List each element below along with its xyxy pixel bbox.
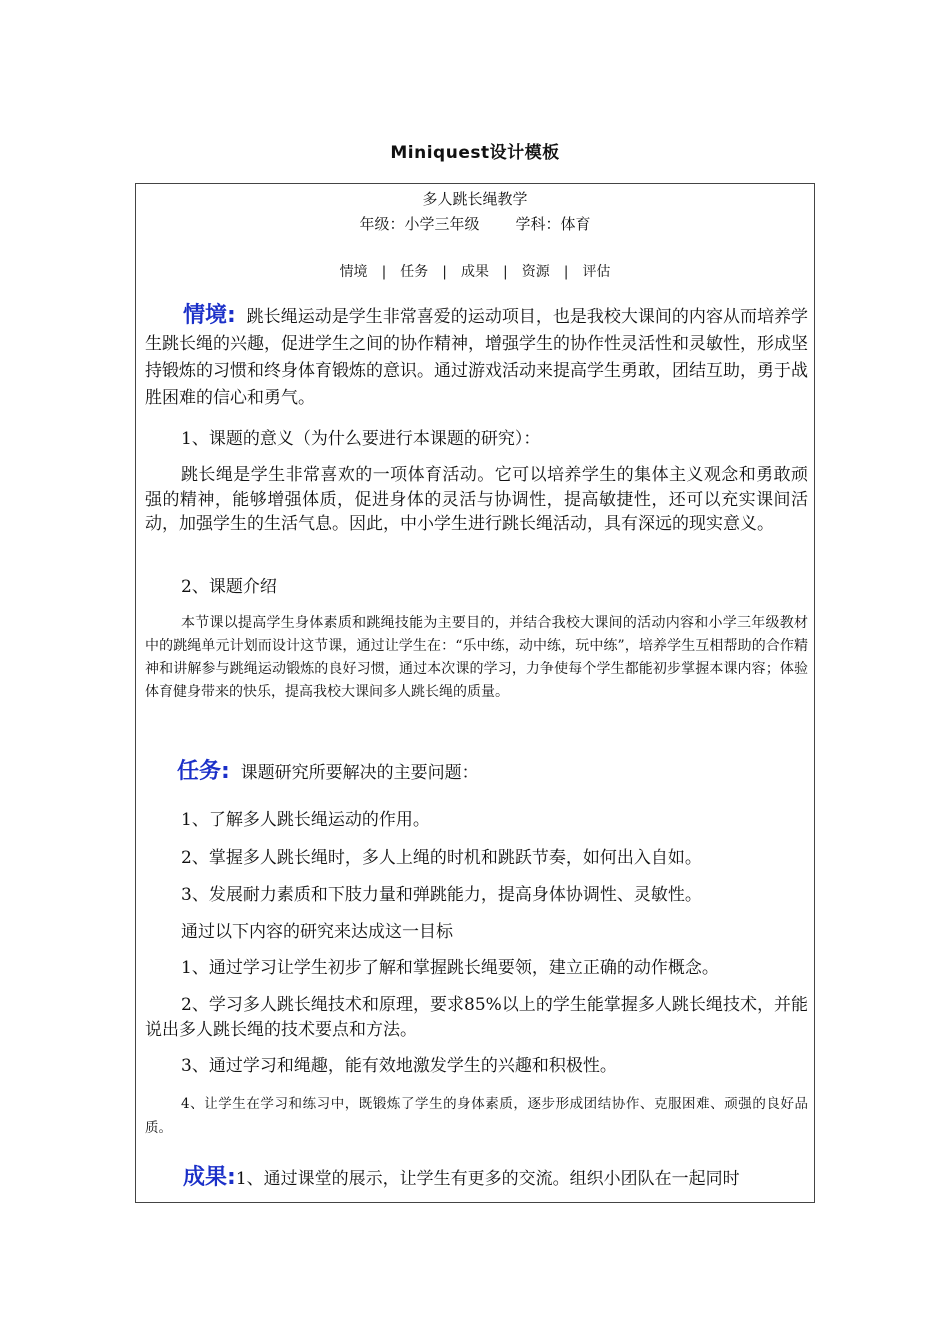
situation-heading: 情境: [183, 303, 236, 328]
nav-separator: | [381, 264, 387, 280]
task-goal-1: 1、通过学习让学生初步了解和掌握跳长绳要领，建立正确的动作概念。 [181, 958, 719, 978]
lesson-title: 多人跳长绳教学 [422, 190, 528, 208]
task-problem-2: 2、掌握多人跳长绳时，多人上绳的时机和跳跃节奏，如何出入自如。 [181, 848, 702, 868]
nav-separator: | [442, 264, 447, 280]
nav-resource-link[interactable]: 资源 [521, 264, 550, 280]
task-problem-3: 3、发展耐力素质和下肢力量和弹跳能力，提高身体协调性、灵敏性。 [181, 885, 702, 905]
outcome-section [145, 1166, 808, 1192]
situation-section [145, 302, 808, 412]
situation-point1-body: 跳长绳是学生非常喜欢的一项体育活动。它可以培养学生的集体主义观念和勇敢顽强的精神，能够增强体质，促进身体的灵活与协调性，提高敏捷性，还可以充实课间活动，加强学生的生活气息。因此，中小学生进行跳长绳活动，具有深远的现实意义。 [145, 465, 808, 534]
nav-evaluation-link[interactable]: 评估 [582, 264, 611, 280]
situation-point2-title: 2、课题介绍 [181, 577, 277, 597]
outcome-body: 1、通过课堂的展示，让学生有更多的交流。组织小团队在一起同时 [235, 1169, 740, 1189]
grade-label: 年级：小学三年级 [359, 215, 480, 233]
nav-outcome-link[interactable]: 成果 [461, 264, 489, 280]
nav-separator: | [563, 264, 569, 280]
task-goal-4: 4、让学生在学习和练习中，既锻炼了学生的身体素质，逐步形成团结协作、克服困难、顽强的良好品质。 [145, 1096, 808, 1136]
task-problem-1: 1、了解多人跳长绳运动的作用。 [181, 810, 430, 830]
task-goal-3: 3、通过学习和绳趣，能有效地激发学生的兴趣和积极性。 [181, 1056, 617, 1076]
document-title: Miniquest设计模板 [390, 143, 560, 163]
task-goal-2: 2、学习多人跳长绳技术和原理，要求85%以上的学生能掌握多人跳长绳技术，并能说出多人跳长绳的技术要点和方法。 [145, 995, 808, 1040]
task-section [145, 760, 808, 786]
subject-label: 学科：体育 [515, 215, 591, 233]
nav-task-link[interactable]: 任务 [400, 264, 429, 280]
section-nav [135, 261, 815, 281]
task-goal-intro: 通过以下内容的研究来达成这一目标 [181, 922, 453, 942]
situation-point1-title: 1、课题的意义（为什么要进行本课题的研究）： [181, 429, 541, 449]
lesson-meta [135, 213, 815, 234]
task-heading: 任务: [177, 759, 230, 784]
nav-separator: | [503, 264, 508, 280]
outcome-heading: 成果: [183, 1165, 236, 1190]
situation-point2-body: 本节课以提高学生身体素质和跳绳技能为主要目的，并结合我校大课间的活动内容和小学三年级教材中的跳绳单元计划而设计这节课，通过让学生在：“乐中练，动中练，玩中练”，培养学生互相帮助的合作精神和讲解参与跳绳运动锻炼的良好习惯，通过本次课的学习，力争使每个学生都能初步掌握本课内容；体验体育健身带来的快乐，提高我校大课间多人跳长绳的质量。 [145, 615, 808, 700]
situation-intro: 跳长绳运动是学生非常喜爱的运动项目，也是我校大课间的内容从而培养学生跳长绳的兴趣，促进学生之间的协作精神，增强学生的协作性灵活性和灵敏性，形成坚持锻炼的习惯和终身体育锻炼的意识。通过游戏活动来提高学生勇敢，团结互助，勇于战胜困难的信心和勇气。 [145, 307, 808, 408]
nav-situation-link[interactable]: 情境 [339, 264, 368, 280]
task-intro: 课题研究所要解决的主要问题： [240, 763, 479, 783]
